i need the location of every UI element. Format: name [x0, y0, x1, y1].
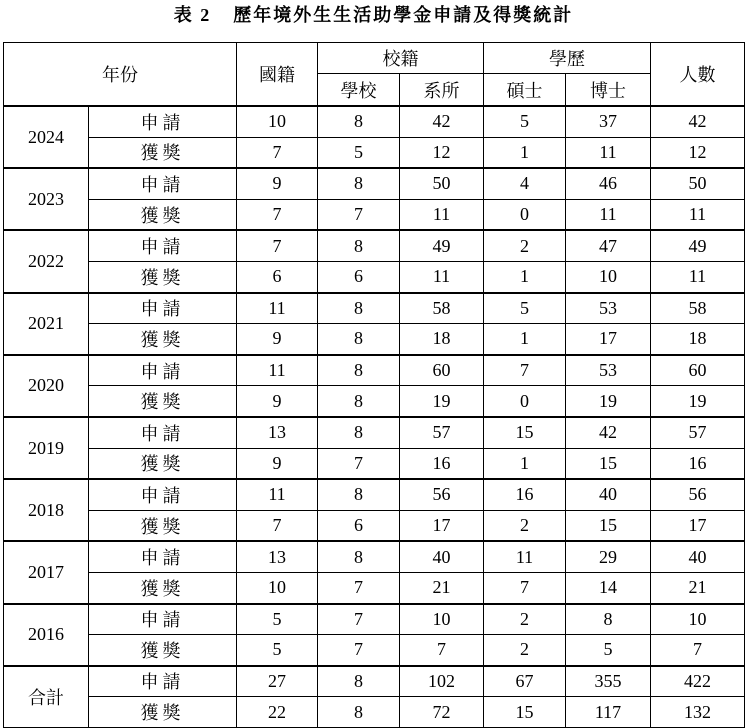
nationality-cell: 22	[237, 697, 318, 728]
school-cell: 7	[318, 572, 400, 603]
school-cell: 7	[318, 604, 400, 635]
header-nationality: 國籍	[237, 43, 318, 107]
school-cell: 8	[318, 417, 400, 448]
nationality-cell: 7	[237, 137, 318, 168]
year-cell: 2016	[4, 604, 89, 666]
header-department: 系所	[400, 74, 484, 107]
school-cell: 8	[318, 479, 400, 510]
department-cell: 42	[400, 106, 484, 137]
people-cell: 49	[651, 230, 745, 261]
row-type-cell: 申請	[89, 106, 237, 137]
phd-cell: 11	[566, 137, 651, 168]
phd-cell: 47	[566, 230, 651, 261]
people-cell: 422	[651, 666, 745, 697]
year-cell: 2017	[4, 541, 89, 603]
school-cell: 8	[318, 230, 400, 261]
people-cell: 42	[651, 106, 745, 137]
table-row	[4, 293, 745, 324]
year-cell: 2024	[4, 106, 89, 168]
nationality-cell: 10	[237, 106, 318, 137]
header-school: 學校	[318, 74, 400, 107]
nationality-cell: 9	[237, 448, 318, 479]
table-number: 表 2	[173, 5, 212, 25]
table-row	[4, 604, 745, 635]
master-cell: 2	[484, 635, 566, 666]
master-cell: 0	[484, 199, 566, 230]
phd-cell: 8	[566, 604, 651, 635]
department-cell: 11	[400, 199, 484, 230]
master-cell: 2	[484, 510, 566, 541]
phd-cell: 5	[566, 635, 651, 666]
table-row	[4, 572, 745, 603]
department-cell: 19	[400, 386, 484, 417]
nationality-cell: 10	[237, 572, 318, 603]
master-cell: 5	[484, 293, 566, 324]
department-cell: 57	[400, 417, 484, 448]
department-cell: 49	[400, 230, 484, 261]
department-cell: 17	[400, 510, 484, 541]
school-cell: 8	[318, 106, 400, 137]
nationality-cell: 5	[237, 635, 318, 666]
table-row	[4, 417, 745, 448]
phd-cell: 15	[566, 448, 651, 479]
year-cell: 2022	[4, 230, 89, 292]
table-row	[4, 230, 745, 261]
row-type-cell: 申請	[89, 479, 237, 510]
school-cell: 8	[318, 355, 400, 386]
master-cell: 7	[484, 355, 566, 386]
people-cell: 58	[651, 293, 745, 324]
row-type-cell: 申請	[89, 293, 237, 324]
nationality-cell: 5	[237, 604, 318, 635]
phd-cell: 46	[566, 168, 651, 199]
table-row	[4, 635, 745, 666]
department-cell: 102	[400, 666, 484, 697]
phd-cell: 355	[566, 666, 651, 697]
row-type-cell: 獲獎	[89, 697, 237, 728]
school-cell: 6	[318, 261, 400, 292]
phd-cell: 15	[566, 510, 651, 541]
department-cell: 21	[400, 572, 484, 603]
row-type-cell: 獲獎	[89, 261, 237, 292]
row-type-cell: 獲獎	[89, 448, 237, 479]
year-cell: 2023	[4, 168, 89, 230]
table-row	[4, 479, 745, 510]
school-cell: 7	[318, 199, 400, 230]
table-row	[4, 137, 745, 168]
table-row	[4, 448, 745, 479]
school-cell: 7	[318, 635, 400, 666]
master-cell: 1	[484, 261, 566, 292]
people-cell: 60	[651, 355, 745, 386]
nationality-cell: 7	[237, 510, 318, 541]
header-year: 年份	[4, 43, 237, 107]
phd-cell: 14	[566, 572, 651, 603]
master-cell: 15	[484, 697, 566, 728]
phd-cell: 37	[566, 106, 651, 137]
school-cell: 8	[318, 666, 400, 697]
master-cell: 1	[484, 448, 566, 479]
nationality-cell: 9	[237, 168, 318, 199]
phd-cell: 117	[566, 697, 651, 728]
department-cell: 12	[400, 137, 484, 168]
people-cell: 11	[651, 199, 745, 230]
master-cell: 0	[484, 386, 566, 417]
table-caption	[0, 0, 747, 34]
table-row	[4, 106, 745, 137]
table-row	[4, 510, 745, 541]
row-type-cell: 申請	[89, 230, 237, 261]
year-cell: 2021	[4, 293, 89, 355]
nationality-cell: 11	[237, 479, 318, 510]
people-cell: 12	[651, 137, 745, 168]
phd-cell: 53	[566, 293, 651, 324]
master-cell: 4	[484, 168, 566, 199]
school-cell: 8	[318, 168, 400, 199]
nationality-cell: 7	[237, 230, 318, 261]
school-cell: 7	[318, 448, 400, 479]
people-cell: 56	[651, 479, 745, 510]
school-cell: 8	[318, 386, 400, 417]
school-cell: 8	[318, 324, 400, 355]
department-cell: 56	[400, 479, 484, 510]
header-phd: 博士	[566, 74, 651, 107]
school-cell: 8	[318, 541, 400, 572]
people-cell: 16	[651, 448, 745, 479]
header-degree: 學歷	[484, 43, 651, 74]
master-cell: 2	[484, 230, 566, 261]
phd-cell: 29	[566, 541, 651, 572]
phd-cell: 53	[566, 355, 651, 386]
header-school-registry: 校籍	[318, 43, 484, 74]
row-type-cell: 獲獎	[89, 510, 237, 541]
year-cell: 2018	[4, 479, 89, 541]
table-row	[4, 199, 745, 230]
statistics-table	[3, 42, 745, 728]
people-cell: 21	[651, 572, 745, 603]
school-cell: 8	[318, 697, 400, 728]
nationality-cell: 9	[237, 324, 318, 355]
master-cell: 1	[484, 324, 566, 355]
row-type-cell: 獲獎	[89, 137, 237, 168]
table-body	[4, 106, 745, 727]
table-title: 歷年境外生生活助學金申請及得獎統計	[233, 5, 574, 25]
row-type-cell: 申請	[89, 604, 237, 635]
nationality-cell: 11	[237, 293, 318, 324]
row-type-cell: 申請	[89, 541, 237, 572]
people-cell: 10	[651, 604, 745, 635]
master-cell: 11	[484, 541, 566, 572]
nationality-cell: 11	[237, 355, 318, 386]
header-master: 碩士	[484, 74, 566, 107]
people-cell: 40	[651, 541, 745, 572]
row-type-cell: 獲獎	[89, 386, 237, 417]
nationality-cell: 13	[237, 417, 318, 448]
department-cell: 60	[400, 355, 484, 386]
nationality-cell: 13	[237, 541, 318, 572]
master-cell: 7	[484, 572, 566, 603]
school-cell: 5	[318, 137, 400, 168]
school-cell: 6	[318, 510, 400, 541]
master-cell: 5	[484, 106, 566, 137]
phd-cell: 19	[566, 386, 651, 417]
department-cell: 72	[400, 697, 484, 728]
row-type-cell: 申請	[89, 666, 237, 697]
table-row	[4, 355, 745, 386]
row-type-cell: 獲獎	[89, 324, 237, 355]
people-cell: 7	[651, 635, 745, 666]
total-label: 合計	[4, 666, 89, 728]
year-cell: 2020	[4, 355, 89, 417]
department-cell: 10	[400, 604, 484, 635]
school-cell: 8	[318, 293, 400, 324]
nationality-cell: 9	[237, 386, 318, 417]
nationality-cell: 27	[237, 666, 318, 697]
department-cell: 40	[400, 541, 484, 572]
people-cell: 17	[651, 510, 745, 541]
phd-cell: 11	[566, 199, 651, 230]
master-cell: 16	[484, 479, 566, 510]
department-cell: 18	[400, 324, 484, 355]
phd-cell: 10	[566, 261, 651, 292]
master-cell: 67	[484, 666, 566, 697]
row-type-cell: 獲獎	[89, 199, 237, 230]
table-row	[4, 324, 745, 355]
row-type-cell: 獲獎	[89, 635, 237, 666]
people-cell: 132	[651, 697, 745, 728]
department-cell: 50	[400, 168, 484, 199]
master-cell: 15	[484, 417, 566, 448]
header-people: 人數	[651, 43, 745, 107]
master-cell: 2	[484, 604, 566, 635]
phd-cell: 40	[566, 479, 651, 510]
row-type-cell: 獲獎	[89, 572, 237, 603]
phd-cell: 42	[566, 417, 651, 448]
nationality-cell: 7	[237, 199, 318, 230]
department-cell: 58	[400, 293, 484, 324]
people-cell: 50	[651, 168, 745, 199]
year-cell: 2019	[4, 417, 89, 479]
table-row	[4, 666, 745, 697]
table-row	[4, 697, 745, 728]
department-cell: 16	[400, 448, 484, 479]
people-cell: 57	[651, 417, 745, 448]
phd-cell: 17	[566, 324, 651, 355]
row-type-cell: 申請	[89, 168, 237, 199]
people-cell: 19	[651, 386, 745, 417]
department-cell: 7	[400, 635, 484, 666]
nationality-cell: 6	[237, 261, 318, 292]
table-header	[4, 43, 745, 107]
row-type-cell: 申請	[89, 417, 237, 448]
department-cell: 11	[400, 261, 484, 292]
master-cell: 1	[484, 137, 566, 168]
table-row	[4, 261, 745, 292]
people-cell: 18	[651, 324, 745, 355]
table-row	[4, 168, 745, 199]
row-type-cell: 申請	[89, 355, 237, 386]
table-row	[4, 386, 745, 417]
table-row	[4, 541, 745, 572]
people-cell: 11	[651, 261, 745, 292]
